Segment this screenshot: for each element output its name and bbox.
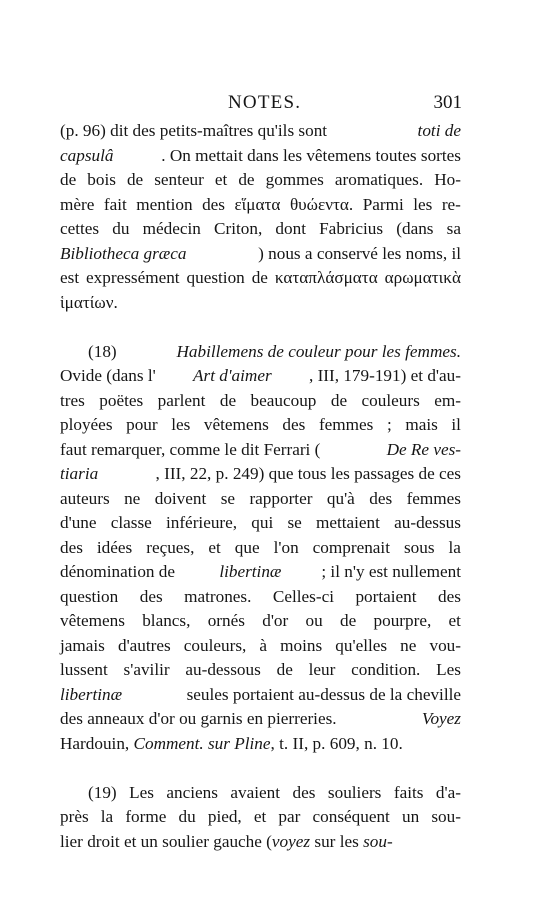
text-segment: dénomination de [60, 562, 180, 581]
word: comprenait [312, 537, 390, 557]
text-line [60, 266, 461, 291]
body-text [60, 119, 461, 854]
word: αρωματικὰ [384, 268, 461, 287]
word: qu'à [326, 488, 355, 508]
word: portaient [355, 586, 417, 606]
word: et [214, 170, 228, 189]
word: forme [125, 807, 167, 826]
word: la [448, 537, 461, 557]
text-segment: seules portaient au-dessus de la cheville [182, 684, 461, 704]
word: d'a- [435, 782, 461, 802]
word: leur [308, 660, 336, 679]
text-line [60, 438, 461, 463]
text-line [60, 364, 461, 389]
text-line [60, 168, 461, 193]
word: se [220, 488, 236, 508]
text-line [60, 634, 461, 659]
text-segment: des anneaux d'or ou garnis en pierreries. [60, 709, 341, 728]
word: condition. [351, 660, 421, 679]
word: auteurs [60, 488, 110, 508]
italic-text: Habillemens de couleur pour les femmes. [176, 341, 461, 361]
text-line [60, 389, 461, 414]
word: Les [436, 660, 461, 679]
word: qu'elles [335, 635, 388, 655]
word: mettaient [315, 513, 380, 532]
text-segment: , III, 22, p. 249) que tous les passages de ces [155, 464, 461, 483]
word: gommes [265, 170, 324, 189]
word: (dans [396, 219, 434, 238]
word: Ho- [434, 170, 461, 189]
word: cettes [60, 219, 100, 238]
word: des [438, 586, 461, 606]
word: près [60, 807, 89, 826]
italic-text: Voyez [421, 709, 461, 728]
word: d'autres [117, 635, 171, 655]
text-segment: Ovide (dans l' [60, 366, 156, 385]
note-paragraph [60, 119, 461, 315]
word: reçues, [146, 537, 195, 557]
word: femmes [406, 488, 461, 508]
text-line [60, 340, 461, 365]
word: mais [405, 415, 438, 434]
word: ne [124, 488, 141, 508]
word: Les [129, 782, 154, 802]
italic-text: sou- [363, 831, 393, 851]
word: couleurs [361, 390, 420, 410]
word: em- [434, 390, 461, 410]
word: de [251, 268, 268, 287]
italic-text: libertinæ [60, 684, 123, 704]
word: blancs, [142, 611, 191, 630]
word: de [238, 170, 255, 189]
italic-text: Bibliotheca græca [60, 243, 187, 263]
word: d'une [60, 513, 97, 532]
word: Parmi [362, 194, 404, 214]
text-line [60, 217, 461, 242]
text-line [60, 144, 461, 169]
text-line [60, 193, 461, 218]
word: des [282, 415, 306, 434]
word: aromatiques. [334, 170, 424, 189]
text-line [60, 119, 461, 144]
word: lussent [60, 660, 108, 679]
word: des [202, 194, 225, 214]
text-segment: faut remarquer, comme le dit Ferrari ( [60, 439, 321, 459]
text-line [60, 805, 461, 830]
word: idées [96, 537, 133, 557]
word: dont [275, 219, 306, 238]
running-title: NOTES. [228, 92, 302, 113]
word: fait [103, 194, 127, 214]
word: sou- [431, 807, 461, 826]
word: un [401, 807, 420, 826]
text-line [60, 609, 461, 634]
page-header [60, 92, 460, 118]
word: mère [60, 194, 95, 214]
text-line [60, 585, 461, 610]
word: Criton, [214, 219, 263, 238]
word: sa [446, 219, 461, 238]
text-line [60, 413, 461, 438]
word: médecin [142, 219, 201, 238]
text-line [60, 291, 461, 316]
word: bois [87, 170, 116, 189]
word: et [208, 537, 221, 557]
word: sous [403, 537, 435, 557]
word: vêtemens [203, 415, 269, 434]
word: de [276, 660, 293, 679]
italic-text: capsulâ [60, 145, 114, 165]
word: qui [251, 513, 274, 532]
word: poëtes [99, 390, 144, 410]
word: au-dessous [185, 660, 261, 679]
text-line [60, 830, 461, 855]
word: Celles-ci [272, 586, 334, 606]
word: des [369, 488, 393, 508]
word: ployées [60, 415, 113, 434]
word: se [287, 513, 302, 532]
word: des [60, 537, 83, 557]
word: senteur [154, 170, 204, 189]
text-segment: ἱματίων. [60, 292, 118, 312]
word: que [234, 537, 260, 557]
word: couleurs, [183, 635, 247, 655]
word: d'or [262, 611, 289, 630]
text-line [60, 242, 461, 267]
word: faits [393, 782, 424, 802]
word: les [171, 415, 191, 434]
word: inférieure, [165, 513, 238, 532]
paragraph-gap [60, 315, 461, 340]
word: matrones. [184, 586, 252, 606]
word: et [253, 807, 267, 826]
word: mention [136, 194, 193, 214]
word: de [339, 611, 357, 630]
word: beaucoup [250, 390, 317, 410]
note-paragraph [60, 781, 461, 855]
word: question [60, 586, 119, 606]
word: des [139, 586, 163, 606]
text-line [60, 536, 461, 561]
italic-text: libertinæ [219, 562, 282, 581]
italic-text: tiaria [60, 464, 99, 483]
word: pour [126, 415, 158, 434]
italic-text: voyez [271, 831, 311, 851]
word: ; [386, 415, 392, 434]
word: et [448, 611, 461, 630]
word: (19) [88, 782, 117, 802]
text-segment: . On mettait dans les vêtemens toutes sortes [161, 145, 461, 165]
italic-text: Comment. sur Pline [133, 733, 271, 753]
word: θυώεντα. [289, 194, 354, 214]
text-line [60, 487, 461, 512]
text-line [60, 560, 461, 585]
word: s'avilir [123, 660, 170, 679]
text-segment: (18) [88, 341, 121, 361]
word: il [451, 415, 461, 434]
text-segment: , III, 179-191) et d'au- [308, 366, 461, 385]
text-segment: Hardouin, [60, 733, 134, 753]
word: re- [441, 194, 461, 214]
word: anciens [166, 782, 218, 802]
word: par [278, 807, 301, 826]
word: souliers [327, 782, 382, 802]
text-line [60, 781, 461, 806]
word: de [60, 170, 77, 189]
word: καταπλάσματα [274, 268, 378, 287]
text-line [60, 511, 461, 536]
word: est [60, 268, 80, 287]
word: pied, [207, 807, 242, 826]
note-paragraph [60, 340, 461, 757]
word: classe [110, 513, 152, 532]
word: doivent [154, 488, 207, 508]
word: pourpre, [373, 611, 432, 630]
word: femmes [318, 415, 374, 434]
word: parlent [157, 390, 206, 410]
word: au-dessus [394, 513, 461, 532]
italic-text: De Re ves- [386, 439, 461, 459]
text-line [60, 707, 461, 732]
text-segment: ; il n'y est nullement [321, 562, 461, 581]
word: tres [60, 390, 85, 410]
text-segment: ) nous a conservé les noms, il [258, 243, 461, 263]
word: de [330, 390, 348, 410]
text-line [60, 732, 461, 757]
word: ne [400, 635, 417, 655]
text-segment: (p. 96) dit des petits-maîtres qu'ils sont [60, 121, 332, 140]
page-number: 301 [433, 92, 462, 113]
word: εἵματα [234, 194, 281, 214]
word: question [186, 268, 245, 287]
word: moins [280, 635, 323, 655]
word: de [126, 170, 144, 189]
word: l'on [273, 537, 299, 557]
text-line [60, 462, 461, 487]
word: vou- [429, 635, 461, 655]
paragraph-gap [60, 756, 461, 781]
text-segment: , t. II, p. 609, n. 10. [270, 733, 403, 753]
text-segment: lier droit et un soulier gauche ( [60, 831, 272, 851]
word: de [219, 390, 237, 410]
text-line [60, 658, 461, 683]
word: avaient [230, 782, 281, 802]
word: à [259, 635, 268, 655]
word: ou [305, 611, 323, 630]
word: vêtemens [60, 611, 125, 630]
word: du [112, 219, 130, 238]
word: jamais [60, 635, 105, 655]
word: rapporter [249, 488, 313, 508]
text-segment: sur les [310, 831, 364, 851]
italic-text: Art d'aimer [193, 366, 272, 385]
italic-text: toti de [417, 121, 461, 140]
word: la [100, 807, 114, 826]
word: Fabricius [319, 219, 384, 238]
word: les [413, 194, 433, 214]
word: expressément [86, 268, 180, 287]
word: conséquent [312, 807, 390, 826]
word: du [178, 807, 196, 826]
word: ornés [207, 611, 245, 630]
word: des [292, 782, 316, 802]
text-line [60, 683, 461, 708]
